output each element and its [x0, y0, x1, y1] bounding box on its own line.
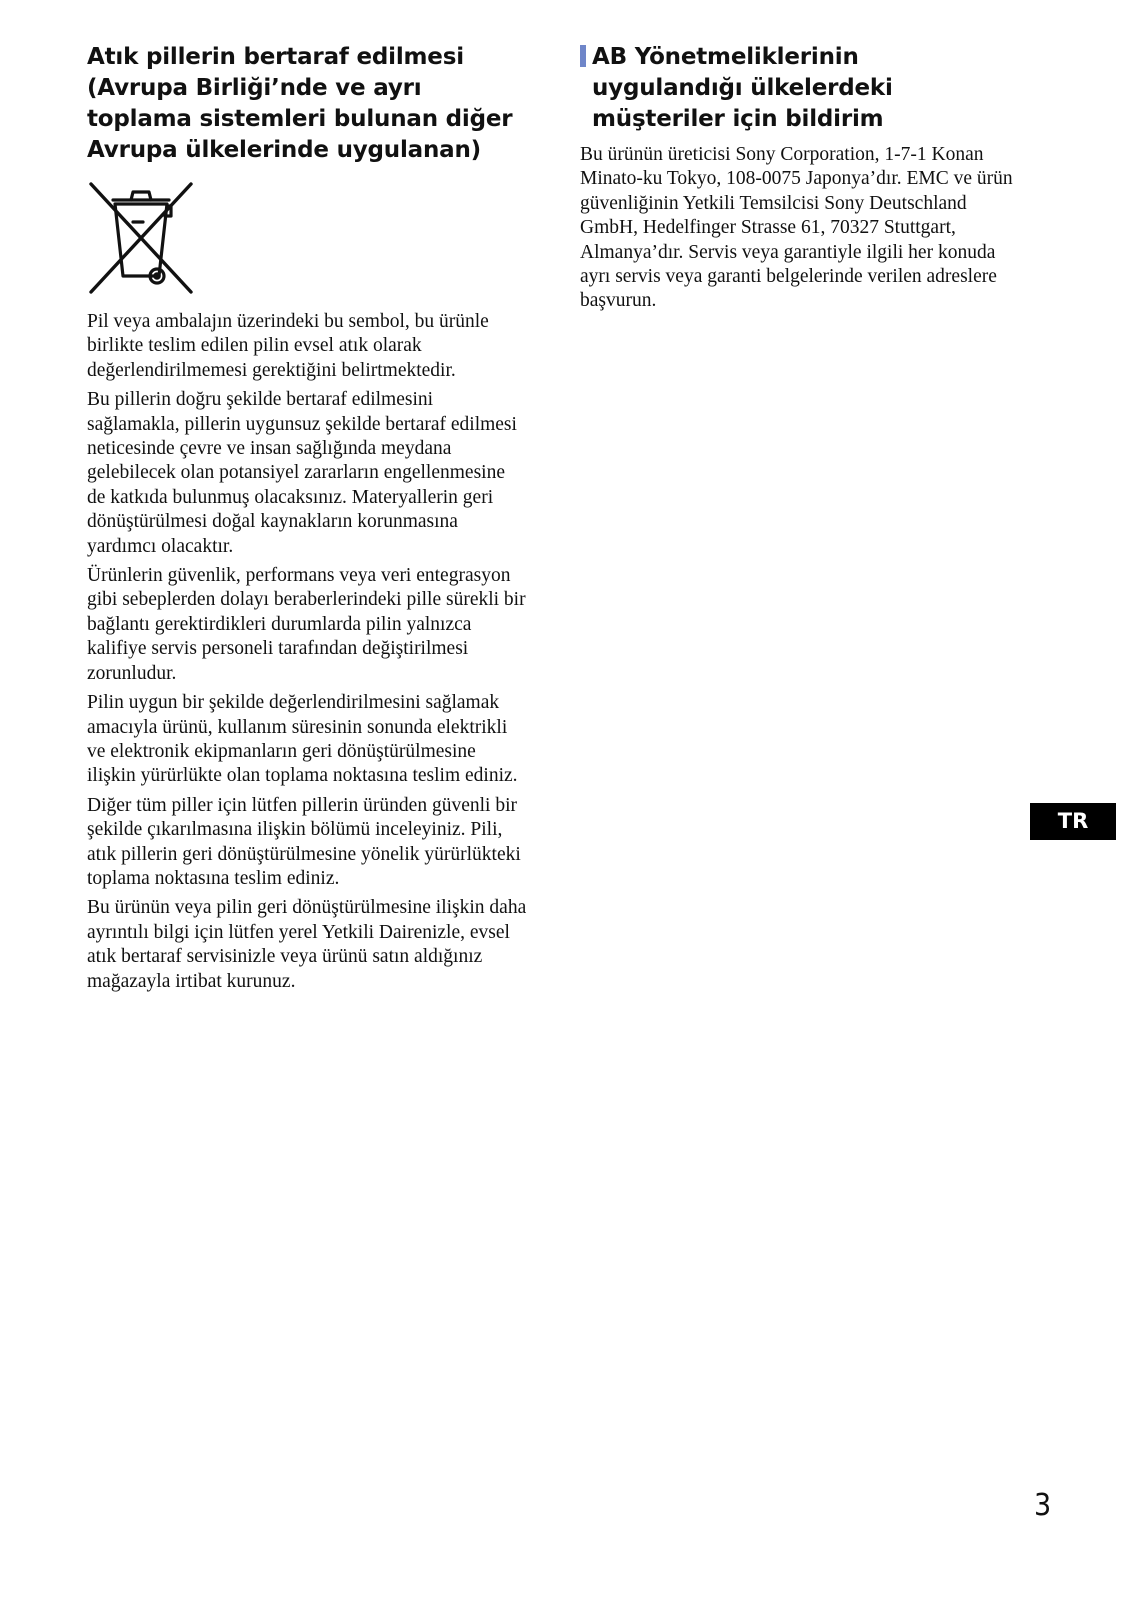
- paragraph-2: Bu pillerin doğru şekilde bertaraf edilmesini sağlamakla, pillerin uygunsuz şekilde bertaraf edilmesi neticesinde çevre ve insan sağlığında meydana gelebilecek olan potansiyel zararların engellenmesine de katkıda bulunmuş olacaksınız. Materyallerin geri dönüştürülmesi doğal kaynakların korunmasına yardımcı olacaktır.: [87, 389, 517, 557]
- heading-line-2: uygulandığı ülkelerdeki: [592, 75, 893, 101]
- eu-notice-heading-text: [592, 42, 893, 135]
- language-tab: TR: [1030, 803, 1116, 840]
- manufacturer-paragraph: Bu ürünün üreticisi Sony Corporation, 1-7-1 Konan Minato-ku Tokyo, 108-0075 Japonya’dır. EMC ve ürün güvenliğinin Yetkili Temsilcisi Sony Deutschland GmbH, Hedelfinger Strasse 61, 70327 Stuttgart, Almanya’dır. Servis veya garantiyle ilgili her konuda ayrı servis veya garanti belgelerinde verilen adreslere başvurun.: [580, 144, 1013, 312]
- right-column: [580, 42, 1020, 319]
- paragraph-4: Pilin uygun bir şekilde değerlendirilmesini sağlamak amacıyla ürünü, kullanım süresinin sonunda elektrikli ve elektronik ekipmanların geri dönüştürülmesine ilişkin yürürlükte olan toplama noktasına teslim ediniz.: [87, 692, 518, 787]
- paragraph-6: Bu ürünün veya pilin geri dönüştürülmesine ilişkin daha ayrıntılı bilgi için lütfen yerel Yetkili Dairenizle, evsel atık bertaraf servisinizle veya ürünü satın aldığınız mağazayla irtibat kurunuz.: [87, 897, 527, 992]
- page-number: 3: [1034, 1488, 1052, 1523]
- battery-disposal-heading: Atık pillerin bertaraf edilmesi (Avrupa Birliği’nde ve ayrı toplama sistemleri bulunan diğer Avrupa ülkelerinde uygulanan): [87, 44, 513, 163]
- paragraph-3: Ürünlerin güvenlik, performans veya veri entegrasyon gibi sebeplerden dolayı beraberlerindeki pille sürekli bir bağlantı gerektirdikleri durumlarda pilin yalnızca kalifiye servis personeli tarafından değiştirilmesi zorunludur.: [87, 565, 526, 684]
- eu-notice-heading: [580, 42, 1020, 135]
- heading-accent-bar: [580, 45, 586, 67]
- crossed-out-wheeled-bin-icon: [87, 180, 195, 296]
- heading-line-1: AB Yönetmeliklerinin: [592, 44, 859, 70]
- heading-line-3: müşteriler için bildirim: [592, 106, 884, 132]
- paragraph-1: Pil veya ambalajın üzerindeki bu sembol, bu ürünle birlikte teslim edilen pilin evsel atık olarak değerlendirilmemesi gerektiğini belirtmektedir.: [87, 311, 489, 381]
- left-column: [87, 42, 527, 999]
- paragraph-5: Diğer tüm piller için lütfen pillerin üründen güvenli bir şekilde çıkarılmasına ilişkin bölümü inceleyiniz. Pili, atık pillerin geri dönüştürülmesine yönelik yürürlükteki toplama noktasına teslim ediniz.: [87, 794, 521, 889]
